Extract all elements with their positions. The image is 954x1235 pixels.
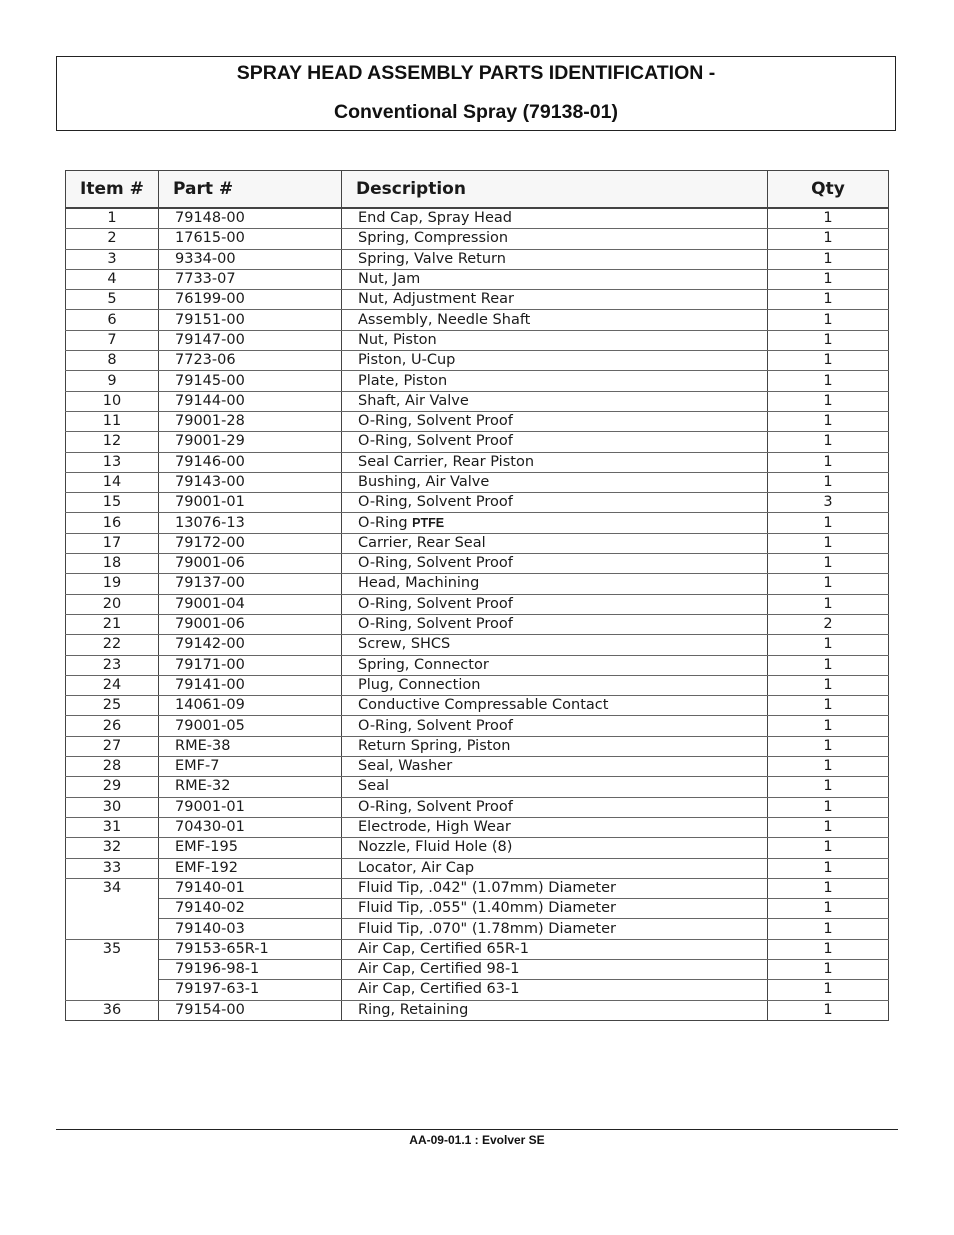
table-row bbox=[66, 411, 889, 431]
quantity: 1 bbox=[768, 452, 889, 472]
part-number: RME-38 bbox=[159, 736, 342, 756]
description-text: Electrode, High Wear bbox=[358, 819, 511, 836]
description-text: O-Ring, Solvent Proof bbox=[358, 433, 513, 450]
item-number: 13 bbox=[66, 452, 159, 472]
description bbox=[342, 452, 768, 472]
quantity: 1 bbox=[768, 675, 889, 695]
page-title: SPRAY HEAD ASSEMBLY PARTS IDENTIFICATION - bbox=[236, 62, 716, 84]
item-number: 8 bbox=[66, 351, 159, 371]
description-text: Air Cap, Certified 65R-1 bbox=[358, 940, 529, 957]
description-text: Air Cap, Certified 63-1 bbox=[358, 981, 520, 998]
item-number: 2 bbox=[66, 229, 159, 249]
part-number: 17615-00 bbox=[159, 229, 342, 249]
description-text: O-Ring, Solvent Proof bbox=[358, 717, 513, 734]
table-row bbox=[66, 249, 889, 269]
table-row bbox=[66, 878, 889, 898]
description-text: O-Ring, Solvent Proof bbox=[358, 595, 513, 612]
table-row bbox=[66, 208, 889, 229]
description bbox=[342, 878, 768, 898]
description-text: Plug, Connection bbox=[358, 676, 481, 693]
table-row bbox=[66, 899, 889, 919]
item-number: 28 bbox=[66, 757, 159, 777]
table-row bbox=[66, 269, 889, 289]
quantity: 1 bbox=[768, 757, 889, 777]
description-text: Bushing, Air Valve bbox=[358, 474, 490, 490]
table-row bbox=[66, 290, 889, 310]
part-number: 79153-65R-1 bbox=[159, 939, 342, 959]
part-number: 79145-00 bbox=[159, 371, 342, 391]
part-number: 79001-06 bbox=[159, 614, 342, 634]
part-number: 79001-29 bbox=[159, 432, 342, 452]
part-number: EMF-195 bbox=[159, 838, 342, 858]
part-number: 79140-02 bbox=[159, 899, 342, 919]
table-row bbox=[66, 675, 889, 695]
description bbox=[342, 351, 768, 371]
description bbox=[342, 675, 768, 695]
description-text: Return Spring, Piston bbox=[358, 737, 511, 754]
item-number: 6 bbox=[66, 310, 159, 330]
description bbox=[342, 290, 768, 310]
description-text: Conductive Compressable Contact bbox=[358, 697, 609, 714]
quantity: 1 bbox=[768, 817, 889, 837]
part-number: 79001-28 bbox=[159, 411, 342, 431]
table-row bbox=[66, 310, 889, 330]
quantity: 1 bbox=[768, 391, 889, 411]
description-text: Nozzle, Fluid Hole (8) bbox=[358, 839, 513, 856]
item-number: 20 bbox=[66, 594, 159, 614]
item-number: 23 bbox=[66, 655, 159, 675]
part-number: 79147-00 bbox=[159, 330, 342, 350]
quantity: 1 bbox=[768, 716, 889, 736]
description-text: Fluid Tip, .055" (1.40mm) Diameter bbox=[358, 900, 616, 917]
description-text: Nut, Piston bbox=[358, 331, 437, 348]
item-number: 17 bbox=[66, 533, 159, 553]
item-number: 31 bbox=[66, 817, 159, 837]
description bbox=[342, 980, 768, 1000]
item-number: 16 bbox=[66, 513, 159, 533]
description bbox=[342, 391, 768, 411]
description bbox=[342, 574, 768, 594]
description-text: Spring, Valve Return bbox=[358, 250, 506, 267]
quantity: 1 bbox=[768, 208, 889, 229]
item-number: 25 bbox=[66, 696, 159, 716]
header-description: Description bbox=[342, 171, 768, 209]
table-row bbox=[66, 757, 889, 777]
description-text: Carrier, Rear Seal bbox=[358, 534, 486, 551]
description-text: O-Ring, Solvent Proof bbox=[358, 616, 513, 633]
quantity: 1 bbox=[768, 310, 889, 330]
part-number: 79140-03 bbox=[159, 919, 342, 939]
description-text: Spring, Compression bbox=[358, 230, 509, 247]
quantity: 1 bbox=[768, 858, 889, 878]
item-number: 34 bbox=[66, 878, 159, 898]
part-number: 7723-06 bbox=[159, 351, 342, 371]
item-number: 27 bbox=[66, 736, 159, 756]
table-row bbox=[66, 817, 889, 837]
description-text: O-Ring, Solvent Proof bbox=[358, 555, 513, 572]
quantity: 1 bbox=[768, 351, 889, 371]
quantity: 1 bbox=[768, 838, 889, 858]
part-number: 79001-04 bbox=[159, 594, 342, 614]
table-row bbox=[66, 777, 889, 797]
description-text: Piston, U-Cup bbox=[358, 352, 456, 369]
item-number: 24 bbox=[66, 675, 159, 695]
quantity: 1 bbox=[768, 574, 889, 594]
item-number: 4 bbox=[66, 269, 159, 289]
quantity: 1 bbox=[768, 919, 889, 939]
part-number: 79172-00 bbox=[159, 533, 342, 553]
description bbox=[342, 249, 768, 269]
header-qty: Qty bbox=[768, 171, 889, 209]
description-text: Head, Machining bbox=[358, 575, 480, 592]
table-row bbox=[66, 574, 889, 594]
description bbox=[342, 493, 768, 513]
table-row bbox=[66, 797, 889, 817]
table-header-row bbox=[66, 171, 889, 209]
description-text: Fluid Tip, .070" (1.78mm) Diameter bbox=[358, 920, 616, 937]
description bbox=[342, 533, 768, 553]
description bbox=[342, 635, 768, 655]
item-number: 30 bbox=[66, 797, 159, 817]
table-row bbox=[66, 614, 889, 634]
part-number: 79001-01 bbox=[159, 493, 342, 513]
part-number: 79140-01 bbox=[159, 878, 342, 898]
header-part: Part # bbox=[159, 171, 342, 209]
item-number: 32 bbox=[66, 838, 159, 858]
table-row bbox=[66, 330, 889, 350]
table-row bbox=[66, 1000, 889, 1020]
table-row bbox=[66, 939, 889, 959]
table-row bbox=[66, 594, 889, 614]
table-row bbox=[66, 696, 889, 716]
part-number: 70430-01 bbox=[159, 817, 342, 837]
item-number: 7 bbox=[66, 330, 159, 350]
item-number: 11 bbox=[66, 411, 159, 431]
part-number: 79154-00 bbox=[159, 1000, 342, 1020]
description bbox=[342, 269, 768, 289]
table-row bbox=[66, 838, 889, 858]
quantity: 1 bbox=[768, 797, 889, 817]
quantity: 1 bbox=[768, 533, 889, 553]
item-number: 26 bbox=[66, 716, 159, 736]
description bbox=[342, 736, 768, 756]
item-number bbox=[66, 959, 159, 979]
part-number: 79142-00 bbox=[159, 635, 342, 655]
quantity: 1 bbox=[768, 371, 889, 391]
description bbox=[342, 330, 768, 350]
quantity: 1 bbox=[768, 736, 889, 756]
page-subtitle: Conventional Spray (79138-01) bbox=[334, 101, 618, 123]
part-number: 79197-63-1 bbox=[159, 980, 342, 1000]
item-number: 14 bbox=[66, 472, 159, 492]
item-number: 22 bbox=[66, 635, 159, 655]
table-row bbox=[66, 716, 889, 736]
item-number: 15 bbox=[66, 493, 159, 513]
description-text: End Cap, Spray Head bbox=[358, 210, 512, 227]
description bbox=[342, 614, 768, 634]
description bbox=[342, 777, 768, 797]
part-number: 79001-05 bbox=[159, 716, 342, 736]
item-number bbox=[66, 899, 159, 919]
description-text: Seal Carrier, Rear Piston bbox=[358, 453, 535, 470]
quantity: 1 bbox=[768, 1000, 889, 1020]
item-number: 9 bbox=[66, 371, 159, 391]
part-number: 9334-00 bbox=[159, 249, 342, 269]
part-number: EMF-192 bbox=[159, 858, 342, 878]
description bbox=[342, 411, 768, 431]
item-number: 29 bbox=[66, 777, 159, 797]
part-number: 79151-00 bbox=[159, 310, 342, 330]
part-number: 79137-00 bbox=[159, 574, 342, 594]
table-row bbox=[66, 959, 889, 979]
table-row bbox=[66, 980, 889, 1000]
description bbox=[342, 513, 768, 533]
header-item: Item # bbox=[66, 171, 159, 209]
description bbox=[342, 838, 768, 858]
part-number: 76199-00 bbox=[159, 290, 342, 310]
description-text: Assembly, Needle Shaft bbox=[358, 311, 531, 328]
item-number: 18 bbox=[66, 554, 159, 574]
quantity: 1 bbox=[768, 472, 889, 492]
description bbox=[342, 959, 768, 979]
part-number: 79144-00 bbox=[159, 391, 342, 411]
description bbox=[342, 594, 768, 614]
quantity: 1 bbox=[768, 980, 889, 1000]
table-row bbox=[66, 351, 889, 371]
description-text: O-Ring, Solvent Proof bbox=[358, 798, 513, 815]
table-row bbox=[66, 513, 889, 533]
quantity: 1 bbox=[768, 432, 889, 452]
part-number: EMF-7 bbox=[159, 757, 342, 777]
quantity: 1 bbox=[768, 959, 889, 979]
quantity: 2 bbox=[768, 614, 889, 634]
description bbox=[342, 797, 768, 817]
item-number: 35 bbox=[66, 939, 159, 959]
description-suffix: PTFE bbox=[412, 515, 445, 530]
item-number: 3 bbox=[66, 249, 159, 269]
quantity: 1 bbox=[768, 939, 889, 959]
quantity: 3 bbox=[768, 493, 889, 513]
description-text: Nut, Adjustment Rear bbox=[358, 291, 514, 308]
parts-table bbox=[65, 170, 889, 1021]
part-number: 79146-00 bbox=[159, 452, 342, 472]
quantity: 1 bbox=[768, 411, 889, 431]
description-text: Spring, Connector bbox=[358, 656, 489, 673]
description-text: Seal, Washer bbox=[358, 758, 453, 775]
quantity: 1 bbox=[768, 269, 889, 289]
table-row bbox=[66, 919, 889, 939]
quantity: 1 bbox=[768, 229, 889, 249]
description bbox=[342, 310, 768, 330]
description-text: Screw, SHCS bbox=[358, 636, 451, 653]
item-number bbox=[66, 919, 159, 939]
table-row bbox=[66, 371, 889, 391]
quantity: 1 bbox=[768, 635, 889, 655]
part-number: 79196-98-1 bbox=[159, 959, 342, 979]
item-number: 21 bbox=[66, 614, 159, 634]
table-row bbox=[66, 736, 889, 756]
footer-divider bbox=[56, 1129, 898, 1130]
part-number: RME-32 bbox=[159, 777, 342, 797]
item-number: 19 bbox=[66, 574, 159, 594]
item-number: 1 bbox=[66, 208, 159, 229]
quantity: 1 bbox=[768, 655, 889, 675]
part-number: 79148-00 bbox=[159, 208, 342, 229]
table-body bbox=[66, 208, 889, 1020]
part-number: 79171-00 bbox=[159, 655, 342, 675]
description bbox=[342, 817, 768, 837]
table-row bbox=[66, 493, 889, 513]
description-text: Nut, Jam bbox=[358, 271, 421, 288]
table-row bbox=[66, 472, 889, 492]
part-number: 7733-07 bbox=[159, 269, 342, 289]
table-row bbox=[66, 655, 889, 675]
quantity: 1 bbox=[768, 696, 889, 716]
description bbox=[342, 655, 768, 675]
table-row bbox=[66, 858, 889, 878]
item-number: 12 bbox=[66, 432, 159, 452]
item-number: 36 bbox=[66, 1000, 159, 1020]
description-text: O-Ring, Solvent Proof bbox=[358, 494, 513, 511]
quantity: 1 bbox=[768, 777, 889, 797]
description-text: Air Cap, Certified 98-1 bbox=[358, 961, 520, 978]
description bbox=[342, 899, 768, 919]
part-number: 79143-00 bbox=[159, 472, 342, 492]
item-number: 5 bbox=[66, 290, 159, 310]
item-number: 10 bbox=[66, 391, 159, 411]
quantity: 1 bbox=[768, 249, 889, 269]
table-row bbox=[66, 452, 889, 472]
description-text: Fluid Tip, .042" (1.07mm) Diameter bbox=[358, 879, 616, 896]
part-number: 13076-13 bbox=[159, 513, 342, 533]
quantity: 1 bbox=[768, 554, 889, 574]
description bbox=[342, 554, 768, 574]
description bbox=[342, 208, 768, 229]
part-number: 79001-06 bbox=[159, 554, 342, 574]
description-text: Locator, Air Cap bbox=[358, 859, 475, 876]
description-text: Seal bbox=[358, 778, 390, 795]
quantity: 1 bbox=[768, 290, 889, 310]
table-row bbox=[66, 229, 889, 249]
table-row bbox=[66, 554, 889, 574]
part-number: 79141-00 bbox=[159, 675, 342, 695]
part-number: 14061-09 bbox=[159, 696, 342, 716]
description bbox=[342, 919, 768, 939]
description bbox=[342, 229, 768, 249]
part-number: 79001-01 bbox=[159, 797, 342, 817]
quantity: 1 bbox=[768, 878, 889, 898]
description bbox=[342, 716, 768, 736]
quantity: 1 bbox=[768, 330, 889, 350]
quantity: 1 bbox=[768, 513, 889, 533]
description-text: O-Ring bbox=[358, 514, 408, 531]
description bbox=[342, 472, 768, 492]
description bbox=[342, 432, 768, 452]
description-text: O-Ring, Solvent Proof bbox=[358, 413, 513, 430]
table-row bbox=[66, 432, 889, 452]
description-text: Plate, Piston bbox=[358, 372, 448, 389]
quantity: 1 bbox=[768, 594, 889, 614]
description bbox=[342, 939, 768, 959]
quantity: 1 bbox=[768, 899, 889, 919]
table-row bbox=[66, 533, 889, 553]
footer-text: AA-09-01.1 : Evolver SE bbox=[409, 1133, 545, 1147]
description bbox=[342, 1000, 768, 1020]
description bbox=[342, 858, 768, 878]
description bbox=[342, 696, 768, 716]
table-row bbox=[66, 391, 889, 411]
description-text: Ring, Retaining bbox=[358, 1001, 469, 1018]
description bbox=[342, 371, 768, 391]
description-text: Shaft, Air Valve bbox=[358, 392, 469, 409]
title-box bbox=[56, 56, 896, 131]
item-number: 33 bbox=[66, 858, 159, 878]
description bbox=[342, 757, 768, 777]
item-number bbox=[66, 980, 159, 1000]
table-row bbox=[66, 635, 889, 655]
